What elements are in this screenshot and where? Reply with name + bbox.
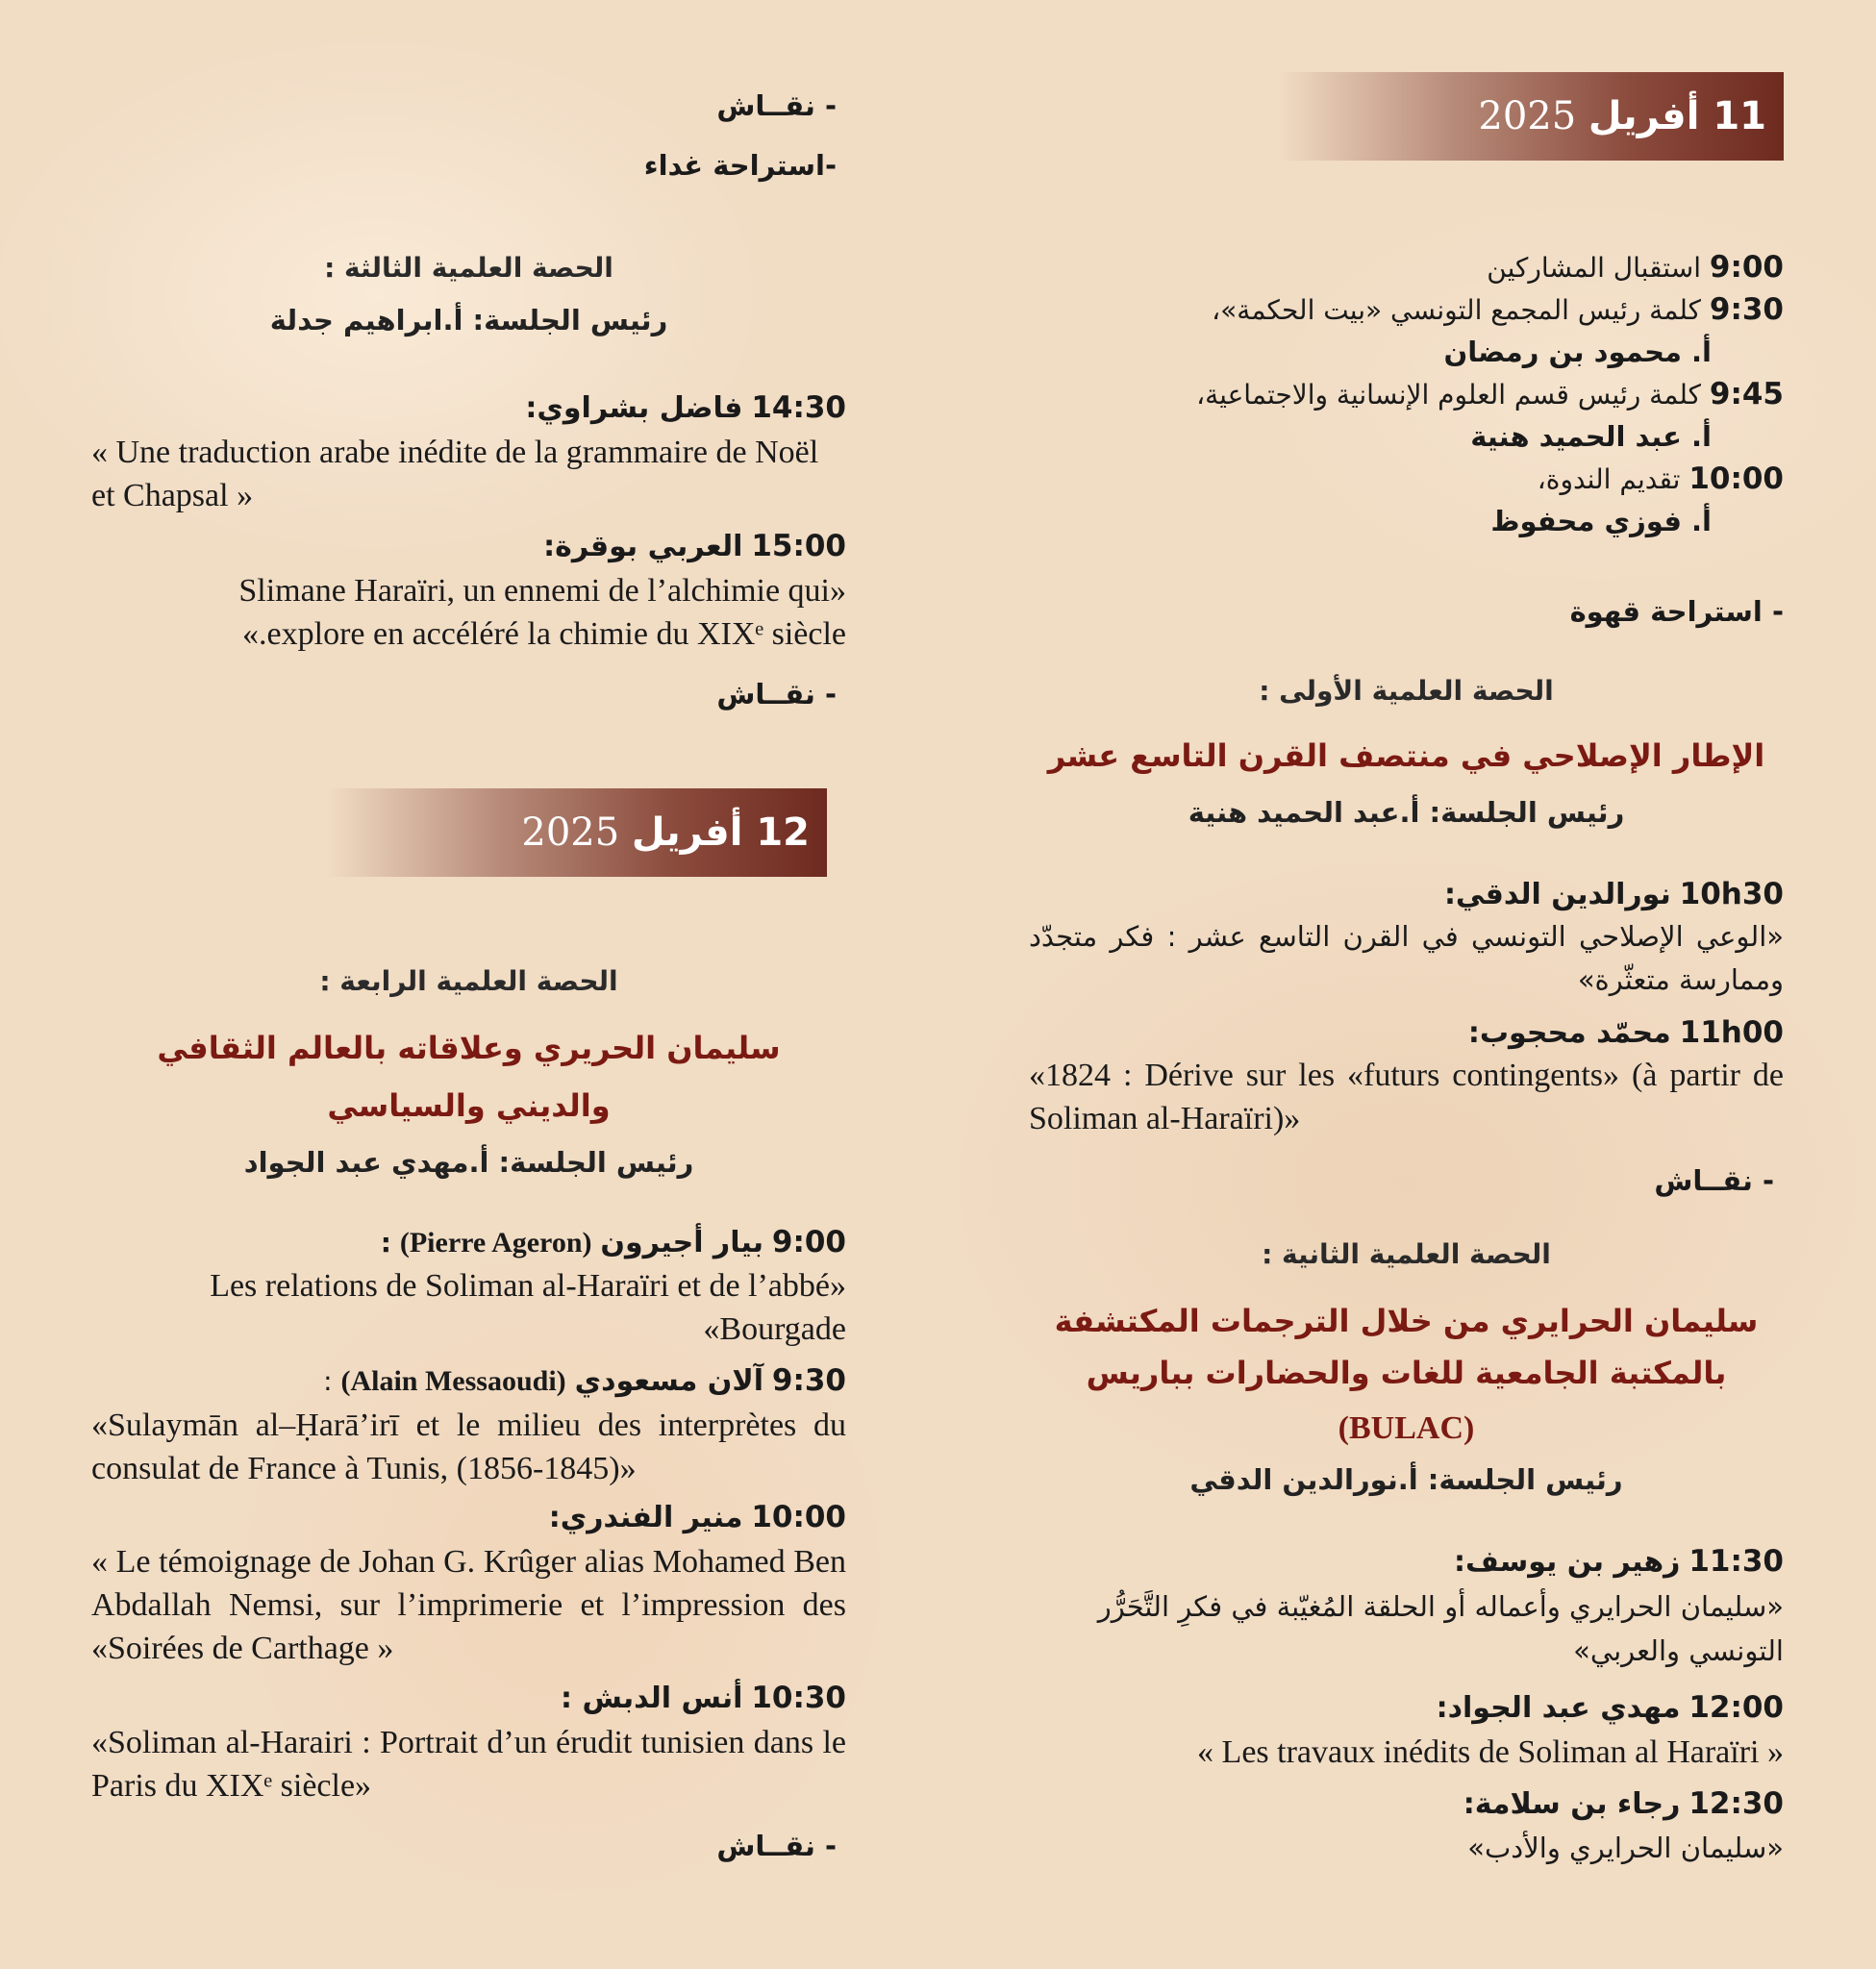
opening-time: 10:00 — [1688, 461, 1784, 496]
talk-header — [1029, 873, 1784, 916]
session2-title-line3: (BULAC) — [1338, 1410, 1475, 1446]
opening-person: أ. عبد الحميد هنية — [1470, 420, 1712, 453]
talk-time: 11:30 — [1688, 1544, 1784, 1579]
talk-speaker-latin: (Alain Messaoudi) — [340, 1365, 566, 1397]
talk-speaker: منير الفندري: — [548, 1501, 743, 1534]
talk-title-line1: Les relations de Soliman al-Haraïri et de l’abbé» — [210, 1268, 846, 1304]
talk-time: 15:00 — [751, 529, 846, 563]
day1-banner-year: 2025 — [1478, 94, 1577, 138]
day1-column — [1029, 0, 1784, 1969]
session1-heading: الحصة العلمية الأولى : — [1259, 675, 1554, 707]
session2-title-line2: بالمكتبة الجامعية للغات والحضارات بباريس — [1086, 1355, 1727, 1391]
session3-heading: الحصة العلمية الثالثة : — [324, 252, 613, 284]
talk-time: 14:30 — [751, 390, 846, 425]
talk-speaker: بيار أجيرون — [600, 1226, 763, 1259]
lunch-break: -استراحة غداء — [643, 149, 837, 182]
talk-speaker: مهدي عبد الجواد: — [1436, 1691, 1681, 1725]
opening-text: كلمة رئيس قسم العلوم الإنسانية والاجتماعية، — [1196, 379, 1701, 411]
talk-speaker: العربي بوقرة: — [543, 530, 743, 563]
talk-title-line1: Slimane Haraïri, un ennemi de l’alchimie qui» — [238, 573, 846, 609]
day2-date-banner — [327, 788, 827, 877]
talk-time: 10h30 — [1679, 877, 1784, 911]
talk-title: « Une traduction arabe inédite de la grammaire de Noël et Chapsal » — [91, 435, 819, 513]
talk-title: «Sulaymān al–Ḥarā’irī et le milieu des interprètes du consulat de France à Tunis, (1856-1845)» — [91, 1408, 846, 1486]
talk-title: «سليمان الحرايري وأعماله أو الحلقة المُغيّبة في فكرِ التَّحَرُّر التونسي والعربي» — [1097, 1590, 1784, 1667]
talk-title: « Le témoignage de Johan G. Krûger alias Mohamed Ben Abdallah Nemsi, sur l’imprimerie et l’impression des «Soirées de Carthage » — [91, 1544, 846, 1666]
talk-speaker: رجاء بن سلامة: — [1463, 1787, 1681, 1821]
talk-title: «سليمان الحرايري والأدب» — [1467, 1832, 1784, 1864]
day2-banner-day: 12 أفريل — [631, 810, 810, 855]
session2-heading: الحصة العلمية الثانية : — [1262, 1238, 1551, 1270]
day2-banner-year: 2025 — [521, 810, 620, 855]
opening-text: تقديم الندوة، — [1537, 463, 1681, 495]
talk-time: 11h00 — [1679, 1015, 1784, 1050]
session3-discussion: - نقــاش — [716, 678, 837, 710]
talk-time: 12:00 — [1688, 1690, 1784, 1725]
session4-title-line2: والديني والسياسي — [327, 1087, 611, 1124]
opening-text: استقبال المشاركين — [1487, 252, 1701, 284]
session4-title-line1: سليمان الحريري وعلاقاته بالعالم الثقافي — [157, 1030, 781, 1066]
talk-speaker: زهير بن يوسف: — [1453, 1545, 1681, 1579]
coffee-break: - استراحة قهوة — [1569, 595, 1784, 628]
opening-time: 9:30 — [1709, 292, 1784, 327]
talk-title: « Les travaux inédits de Soliman al Haraïri » — [1197, 1734, 1784, 1770]
talk-title: «Soliman al-Harairi : Portrait d’un érudit tunisien dans le Paris du XIXᵉ siècle» — [91, 1725, 846, 1804]
session1-chair: رئيس الجلسة: أ.عبد الحميد هنية — [1188, 796, 1625, 829]
session1-discussion: - نقــاش — [1654, 1164, 1774, 1197]
talk-header — [1029, 1686, 1784, 1730]
talk-speaker: محمّد محجوب: — [1467, 1016, 1671, 1050]
talk-time: 9:00 — [771, 1225, 846, 1259]
session4-heading: الحصة العلمية الرابعة : — [319, 965, 618, 997]
session2-chair: رئيس الجلسة: أ.نورالدين الدقي — [1189, 1463, 1623, 1496]
talk-time: 10:00 — [751, 1500, 846, 1534]
talk-time: 12:30 — [1688, 1786, 1784, 1821]
talk-header — [91, 1677, 846, 1720]
talk-header: 9:00 بيار أجيرون (Pierre Ageron) : — [380, 1225, 846, 1259]
opening-person: أ. فوزي محفوظ — [1490, 505, 1712, 537]
opening-item-3 — [1029, 373, 1784, 416]
talk-header — [91, 1496, 846, 1539]
opening-person: أ. محمود بن رمضان — [1443, 336, 1712, 368]
session4-discussion: - نقــاش — [716, 1830, 837, 1862]
session3-chair: رئيس الجلسة: أ.ابراهيم جدلة — [269, 304, 668, 336]
talk-title-line2: «Bourgade — [703, 1311, 846, 1347]
talk-time: 10:30 — [751, 1681, 846, 1715]
session4-chair: رئيس الجلسة: أ.مهدي عبد الجواد — [243, 1146, 694, 1179]
left-column — [91, 0, 846, 1969]
opening-text: كلمة رئيس المجمع التونسي «بيت الحكمة»، — [1212, 294, 1701, 326]
talk-title: «1824 : Dérive sur les «futurs contingents» (à partir de Soliman al-Haraïri)» — [1029, 1058, 1784, 1136]
talk-header: 9:30 آلان مسعودي (Alain Messaoudi) : — [323, 1363, 846, 1398]
opening-item-4 — [1029, 458, 1784, 501]
talk-header — [1029, 1782, 1784, 1826]
talk-header — [1029, 1540, 1784, 1583]
talk-speaker: آلان مسعودي — [574, 1364, 763, 1398]
talk-speaker: نورالدين الدقي: — [1443, 878, 1671, 911]
opening-time: 9:00 — [1709, 250, 1784, 285]
talk-speaker: أنس الدبش : — [561, 1682, 743, 1715]
session2-title-line1: سليمان الحرايري من خلال الترجمات المكتشفة — [1054, 1303, 1759, 1339]
session1-title: الإطار الإصلاحي في منتصف القرن التاسع عشر — [1047, 737, 1765, 774]
talk-header — [1029, 1011, 1784, 1055]
morning-discussion: - نقــاش — [716, 89, 837, 122]
day1-date-banner — [1279, 72, 1784, 161]
opening-time: 9:45 — [1709, 377, 1784, 411]
opening-item-2 — [1029, 288, 1784, 332]
talk-title-line2: «.explore en accéléré la chimie du XIXᵉ siècle — [242, 616, 846, 652]
talk-time: 9:30 — [771, 1363, 846, 1398]
day1-banner-day: 11 أفريل — [1588, 94, 1766, 138]
talk-speaker: فاضل بشراوي: — [525, 391, 743, 425]
talk-speaker-latin: (Pierre Ageron) — [399, 1227, 592, 1259]
opening-item-1 — [1029, 246, 1784, 289]
talk-header — [91, 525, 846, 568]
talk-header — [91, 386, 846, 430]
talk-title: «الوعي الإصلاحي التونسي في القرن التاسع عشر : فكر متجدّد وممارسة متعثّرة» — [1029, 920, 1784, 996]
